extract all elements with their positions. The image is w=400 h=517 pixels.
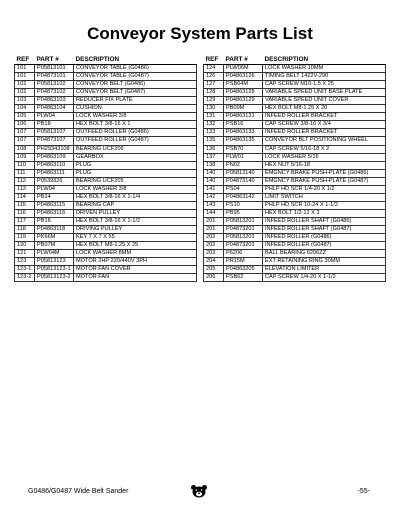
- part-number-cell: P04863111: [35, 169, 74, 177]
- ref-cell: 106: [15, 121, 35, 129]
- part-number-cell: P0539326: [35, 177, 74, 185]
- ref-header: REF: [204, 56, 224, 65]
- description-cell: INFEED ROLLER (G0486): [263, 234, 386, 242]
- description-cell: ELEVATION LIMITER: [263, 266, 386, 274]
- description-cell: TIMING BELT 1422V-290: [263, 73, 386, 81]
- part-number-cell: P04863110: [35, 161, 74, 169]
- description-cell: INFEED ROLLER SHAFT (G0487): [263, 225, 386, 233]
- ref-cell: 141: [204, 185, 224, 193]
- part-number-cell: P04863128: [224, 89, 263, 97]
- description-cell: VARIABLE SPEED UNIT COVER: [263, 97, 386, 105]
- ref-cell: 202: [204, 234, 224, 242]
- table-row: [204, 209, 386, 217]
- part-number-cell: PK66M: [35, 234, 74, 242]
- description-cell: HEX BOLT 3/8-16 X 1: [74, 121, 197, 129]
- description-cell: CONVEYOR TABLE (G0486): [74, 65, 197, 73]
- table-row: [15, 65, 197, 73]
- ref-cell: 104: [15, 105, 35, 113]
- part-number-cell: PSB70: [224, 145, 263, 153]
- part-number-cell: PLW01: [224, 153, 263, 161]
- ref-cell: 110: [15, 161, 35, 169]
- part-number-cell: P05813140: [224, 169, 263, 177]
- ref-cell: 128: [204, 89, 224, 97]
- description-cell: LOCK WASHER 8MM: [74, 250, 197, 258]
- part-number-cell: P04873102: [35, 89, 74, 97]
- description-cell: BEARING UCF205: [74, 177, 197, 185]
- description-cell: DRIVING PULLEY: [74, 225, 197, 233]
- table-row: [15, 266, 197, 274]
- table-row: [15, 234, 197, 242]
- table-row: [15, 242, 197, 250]
- description-cell: MOTOR FAN: [74, 274, 197, 282]
- description-cell: CAP SCREW M10-1.5 X 25: [263, 81, 386, 89]
- description-cell: LIMIT SWITCH: [263, 193, 386, 201]
- table-row: [204, 177, 386, 185]
- part-number-cell: PB24: [35, 193, 74, 201]
- description-cell: PLUG: [74, 169, 197, 177]
- parts-table-right: [203, 56, 386, 282]
- description-cell: PHLP HD SCR 10-24 X 1-1/2: [263, 201, 386, 209]
- table-row: [15, 145, 197, 153]
- description-cell: OUTFEED ROLLER (G0486): [74, 129, 197, 137]
- description-cell: BALL BEARING 6206ZZ: [263, 250, 386, 258]
- table-row: [15, 225, 197, 233]
- ref-cell: 127: [204, 81, 224, 89]
- ref-cell: 135: [204, 137, 224, 145]
- table-row: [15, 137, 197, 145]
- part-number-cell: P04873202: [224, 242, 263, 250]
- table-row: [204, 73, 386, 81]
- description-cell: CONVEYOR BELT (G0486): [74, 81, 197, 89]
- description-cell: CAP SCREW 1/4-20 X 1-1/2: [263, 274, 386, 282]
- ref-cell: 129: [204, 97, 224, 105]
- table-row: [15, 274, 197, 282]
- table-row: [204, 185, 386, 193]
- ref-cell: 123-1: [15, 266, 35, 274]
- part-number-cell: P04863104: [35, 105, 74, 113]
- description-cell: INFEED ROLLER SHAFT (G0486): [263, 217, 386, 225]
- ref-cell: 203: [204, 250, 224, 258]
- table-row: [204, 65, 386, 73]
- table-header-row: [15, 56, 197, 65]
- part-number-cell: PSB64M: [224, 81, 263, 89]
- table-row: [15, 193, 197, 201]
- part-number-cell: PB16: [35, 217, 74, 225]
- table-row: [15, 89, 197, 97]
- table-row: [15, 113, 197, 121]
- part-number-cell: P04863129: [224, 97, 263, 105]
- part-number-cell: PSB16: [224, 121, 263, 129]
- ref-cell: 143: [204, 201, 224, 209]
- ref-cell: 115: [15, 201, 35, 209]
- part-number-cell: P04863103: [35, 97, 74, 105]
- part-number-cell: P05813202: [224, 234, 263, 242]
- part-number-cell: P04873201: [224, 225, 263, 233]
- description-header: DESCRIPTION: [74, 56, 197, 65]
- table-row: [204, 113, 386, 121]
- description-cell: LOCK WASHER 10MM: [263, 65, 386, 73]
- table-row: [204, 201, 386, 209]
- table-row: [204, 217, 386, 225]
- table-row: [15, 121, 197, 129]
- ref-cell: 120: [15, 242, 35, 250]
- description-cell: LOCK WASHER 5/16: [263, 153, 386, 161]
- table-row: [15, 185, 197, 193]
- ref-cell: 117: [15, 217, 35, 225]
- ref-cell: 101: [15, 73, 35, 81]
- table-row: [15, 105, 197, 113]
- part-number-cell: PN02: [224, 161, 263, 169]
- part-number-cell: PSB62: [224, 274, 263, 282]
- ref-cell: 102: [15, 81, 35, 89]
- table-row: [204, 225, 386, 233]
- part-number-cell: PB18: [35, 121, 74, 129]
- ref-cell: 140: [204, 177, 224, 185]
- description-cell: INFEED ROLLER BRACKET: [263, 113, 386, 121]
- table-row: [204, 234, 386, 242]
- part-number-cell: P04863118: [35, 225, 74, 233]
- part-number-cell: PLW06M: [224, 65, 263, 73]
- part-number-cell: PB09M: [224, 105, 263, 113]
- table-row: [204, 153, 386, 161]
- parts-table-left: [14, 56, 197, 282]
- bear-logo-icon: [190, 484, 208, 498]
- part-header: PART #: [224, 56, 263, 65]
- table-row: [15, 129, 197, 137]
- description-cell: INFEED ROLLER BRACKET: [263, 129, 386, 137]
- description-cell: HEX BOLT M8-1.25 X 25: [74, 242, 197, 250]
- part-number-cell: PLW04: [35, 185, 74, 193]
- part-number-cell: PB07M: [35, 242, 74, 250]
- ref-cell: 142: [204, 193, 224, 201]
- ref-header: REF: [15, 56, 35, 65]
- table-row: [204, 250, 386, 258]
- part-number-cell: P05813123-2: [35, 274, 74, 282]
- ref-cell: 206: [204, 274, 224, 282]
- table-row: [204, 81, 386, 89]
- description-cell: HEX BOLT 3/8-16 X 1-1/2: [74, 217, 197, 225]
- part-number-cell: P04863116: [35, 209, 74, 217]
- table-row: [15, 81, 197, 89]
- description-cell: EMGNCY BRAKE PUSH-PLATE (G0486): [263, 169, 386, 177]
- description-cell: CONVEYOR BLT POSITIONING WHEEL: [263, 137, 386, 145]
- part-number-cell: P05813123: [35, 258, 74, 266]
- part-number-cell: P04863109: [35, 153, 74, 161]
- table-row: [204, 105, 386, 113]
- ref-cell: 124: [204, 65, 224, 73]
- table-row: [204, 169, 386, 177]
- ref-cell: 137: [204, 153, 224, 161]
- table-row: [204, 137, 386, 145]
- ref-cell: 202: [204, 242, 224, 250]
- description-cell: CUSHION: [74, 105, 197, 113]
- part-number-cell: PR15M: [224, 258, 263, 266]
- part-number-cell: P04863131: [224, 113, 263, 121]
- description-cell: REDUCER FIX PLATE: [74, 97, 197, 105]
- ref-cell: 114: [15, 193, 35, 201]
- part-number-cell: P04873107: [35, 137, 74, 145]
- ref-cell: 119: [15, 234, 35, 242]
- footer-page-number: -55-: [357, 488, 370, 495]
- ref-cell: 108: [15, 145, 35, 153]
- part-number-cell: P6206: [224, 250, 263, 258]
- description-cell: BEARING UCF206: [74, 145, 197, 153]
- table-row: [204, 89, 386, 97]
- page-title: Conveyor System Parts List: [87, 24, 313, 43]
- table-row: [15, 201, 197, 209]
- description-cell: CAP SCREW 3/8-16 X 3/4: [263, 121, 386, 129]
- ref-cell: 126: [204, 73, 224, 81]
- part-number-cell: P04863135: [224, 137, 263, 145]
- part-number-cell: P05813201: [224, 217, 263, 225]
- description-cell: CAP SCREW 5/16-18 X 2: [263, 145, 386, 153]
- description-cell: DRIVEN PULLEY: [74, 209, 197, 217]
- part-number-cell: P04863142: [224, 193, 263, 201]
- part-number-cell: PLW04M: [35, 250, 74, 258]
- description-cell: OUTFEED ROLLER (G0487): [74, 137, 197, 145]
- ref-cell: 107: [15, 129, 35, 137]
- description-cell: LOCK WASHER 3/8: [74, 113, 197, 121]
- description-cell: BEARING CAP: [74, 201, 197, 209]
- description-cell: PLUG: [74, 161, 197, 169]
- table-row: [15, 177, 197, 185]
- table-row: [204, 97, 386, 105]
- part-number-cell: P04863133: [224, 129, 263, 137]
- footer-model: G0486/G0487 Wide Belt Sander: [28, 488, 129, 495]
- description-cell: INFEED ROLLER (G0487): [263, 242, 386, 250]
- ref-cell: 121: [15, 250, 35, 258]
- part-number-cell: P05813123-1: [35, 266, 74, 274]
- description-cell: CONVEYOR BELT (G0487): [74, 89, 197, 97]
- table-row: [15, 161, 197, 169]
- ref-cell: 204: [204, 258, 224, 266]
- ref-cell: 132: [204, 121, 224, 129]
- description-cell: EXT RETAINING RING 30MM: [263, 258, 386, 266]
- description-cell: EMGNCY BRAKE PUSH-PLATE (G0487): [263, 177, 386, 185]
- part-number-cell: P05813107: [35, 129, 74, 137]
- ref-cell: 130: [204, 105, 224, 113]
- ref-cell: 113: [15, 185, 35, 193]
- description-cell: MOTOR 2HP 220/440V 3PH: [74, 258, 197, 266]
- ref-cell: 138: [204, 161, 224, 169]
- description-cell: HEX BOLT 3/8-16 X 1-1/4: [74, 193, 197, 201]
- ref-cell: 109: [15, 153, 35, 161]
- ref-cell: 103: [15, 97, 35, 105]
- table-row: [15, 250, 197, 258]
- description-cell: MOTOR FAN COVER: [74, 266, 197, 274]
- table-row: [204, 266, 386, 274]
- table-row: [15, 153, 197, 161]
- part-number-cell: P04863115: [35, 201, 74, 209]
- ref-cell: 107: [15, 137, 35, 145]
- ref-cell: 102: [15, 89, 35, 97]
- table-row: [15, 217, 197, 225]
- ref-cell: 116: [15, 209, 35, 217]
- table-row: [15, 258, 197, 266]
- ref-cell: 133: [204, 129, 224, 137]
- table-row: [204, 121, 386, 129]
- table-row: [204, 242, 386, 250]
- table-row: [15, 73, 197, 81]
- description-cell: LOCK WASHER 3/8: [74, 185, 197, 193]
- ref-cell: 112: [15, 177, 35, 185]
- table-row: [204, 129, 386, 137]
- part-number-cell: P05813102: [35, 81, 74, 89]
- description-cell: HEX BOLT 1/2-12 X 3: [263, 209, 386, 217]
- ref-cell: 201: [204, 217, 224, 225]
- ref-cell: 131: [204, 113, 224, 121]
- table-row: [15, 169, 197, 177]
- ref-cell: 123-2: [15, 274, 35, 282]
- description-cell: VARIABLE SPEED UNIT BASE PLATE: [263, 89, 386, 97]
- ref-cell: 101: [15, 65, 35, 73]
- part-number-cell: PS10: [224, 201, 263, 209]
- part-number-cell: P04873101: [35, 73, 74, 81]
- part-number-cell: PS04: [224, 185, 263, 193]
- ref-cell: 201: [204, 225, 224, 233]
- table-row: [15, 209, 197, 217]
- table-row: [204, 193, 386, 201]
- part-number-cell: P04873140: [224, 177, 263, 185]
- ref-cell: 136: [204, 145, 224, 153]
- description-header: DESCRIPTION: [263, 56, 386, 65]
- ref-cell: 123: [15, 258, 35, 266]
- part-number-cell: PB95: [224, 209, 263, 217]
- ref-cell: 205: [204, 266, 224, 274]
- table-row: [204, 258, 386, 266]
- description-cell: PHLP HD SCR 1/4-20 X 1/2: [263, 185, 386, 193]
- part-number-cell: PLW04: [35, 113, 74, 121]
- description-cell: HEX NUT 5/16-18: [263, 161, 386, 169]
- ref-cell: 111: [15, 169, 35, 177]
- table-row: [204, 161, 386, 169]
- ref-cell: 140: [204, 169, 224, 177]
- table-header-row: [204, 56, 386, 65]
- ref-cell: 144: [204, 209, 224, 217]
- part-header: PART #: [35, 56, 74, 65]
- description-cell: KEY 7 X 7 X 55: [74, 234, 197, 242]
- part-number-cell: P05813101: [35, 65, 74, 73]
- description-cell: HEX BOLT M8-1.25 X 20: [263, 105, 386, 113]
- part-number-cell: P04863205: [224, 266, 263, 274]
- table-row: [204, 145, 386, 153]
- description-cell: GEARBOX: [74, 153, 197, 161]
- table-row: [15, 97, 197, 105]
- ref-cell: 105: [15, 113, 35, 121]
- description-cell: CONVEYOR TABLE (G0487): [74, 73, 197, 81]
- part-number-cell: P04863126: [224, 73, 263, 81]
- ref-cell: 118: [15, 225, 35, 233]
- part-number-cell: PH29343108: [35, 145, 74, 153]
- table-row: [204, 274, 386, 282]
